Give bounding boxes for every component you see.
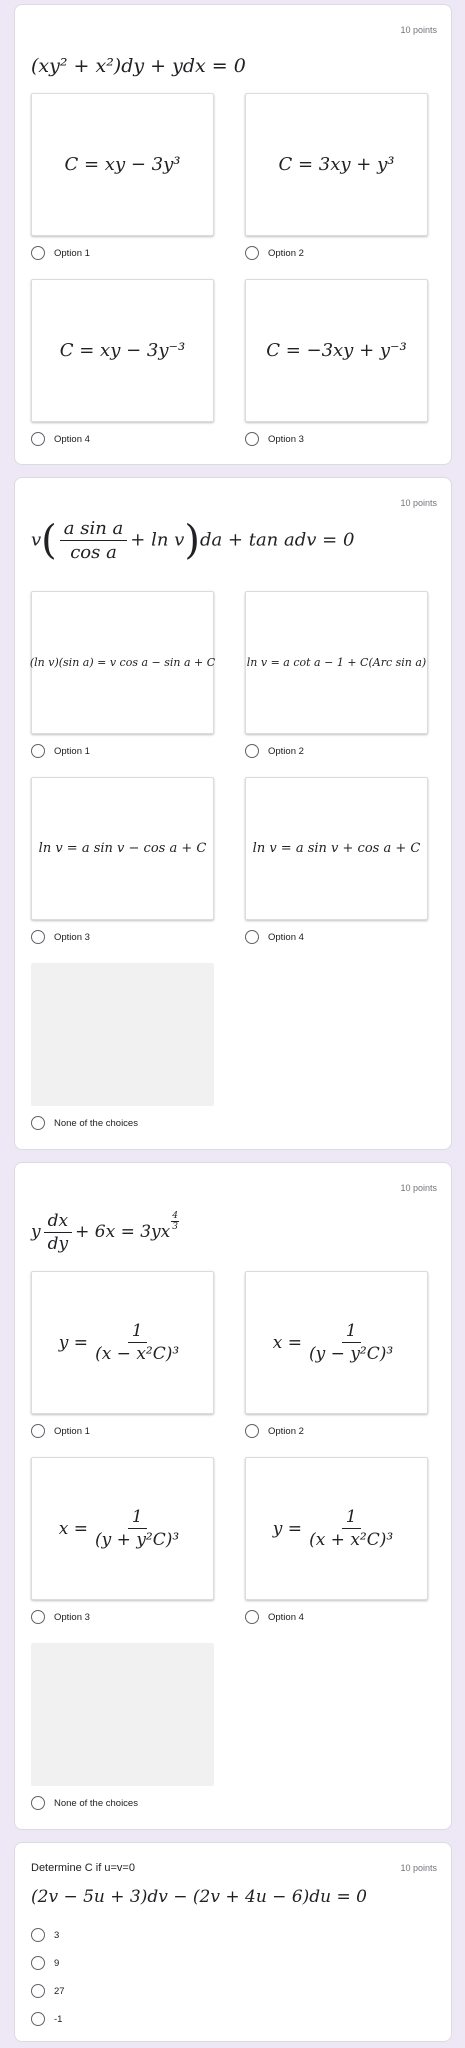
points-label: 10 points — [400, 25, 437, 35]
option-label: Option 2 — [268, 745, 304, 757]
question-equation: (2v − 5u + 3)dv − (2v + 4u − 6)du = 0 — [31, 1887, 367, 1907]
option-label: Option 2 — [268, 247, 304, 259]
option-label: Option 3 — [54, 931, 90, 943]
option-label: Option 2 — [268, 1425, 304, 1437]
radio-circle-icon[interactable] — [245, 744, 259, 758]
radio-circle-icon[interactable] — [245, 1424, 259, 1438]
option-image: ln v = a sin v − cos a + C — [31, 777, 214, 920]
radio-circle-icon[interactable] — [245, 432, 259, 446]
radio-circle-icon[interactable] — [245, 1610, 259, 1624]
blank-option-image — [31, 1643, 214, 1786]
option-image: C = −3xy + y⁻³ — [245, 279, 428, 422]
choice-label: 27 — [54, 1985, 65, 1997]
option-label: Option 4 — [54, 433, 90, 445]
option-label: Option 4 — [268, 931, 304, 943]
option-1-radio[interactable] — [31, 245, 90, 261]
radio-circle-icon[interactable] — [31, 432, 45, 446]
radio-circle-icon[interactable] — [245, 246, 259, 260]
blank-option-image — [31, 963, 214, 1106]
option-3-radio[interactable] — [31, 929, 90, 945]
radio-circle-icon[interactable] — [31, 1928, 45, 1942]
option-2-radio[interactable] — [245, 1423, 304, 1439]
radio-circle-icon[interactable] — [31, 1956, 45, 1970]
option-label: Option 4 — [268, 1611, 304, 1623]
option-image: (ln v)(sin a) = v cos a − sin a + C — [31, 591, 214, 734]
option-label: Option 1 — [54, 1425, 90, 1437]
option-1-radio[interactable] — [31, 1423, 90, 1439]
option-label: Option 3 — [54, 1611, 90, 1623]
radio-circle-icon[interactable] — [31, 1796, 45, 1810]
question-equation: (xy² + x²)dy + ydx = 0 — [31, 55, 246, 77]
radio-circle-icon[interactable] — [31, 1610, 45, 1624]
option-label: Option 1 — [54, 745, 90, 757]
radio-circle-icon[interactable] — [31, 2012, 45, 2026]
none-of-the-choices-radio[interactable] — [31, 1115, 138, 1131]
question-card-3 — [14, 1162, 452, 1830]
option-4-radio[interactable] — [245, 929, 304, 945]
option-image: y = $\frac{1}{\text{(x + x²C)³}}$ — [245, 1457, 428, 1600]
choice-radio-9[interactable] — [31, 1955, 59, 1971]
question-equation: y $\frac{dx}{dy}$ + 6x = 3yx $\frac{4}{3}$ — [31, 1211, 178, 1254]
option-1-radio[interactable] — [31, 743, 90, 759]
option-label: None of the choices — [54, 1797, 138, 1809]
radio-circle-icon[interactable] — [31, 246, 45, 260]
option-2-radio[interactable] — [245, 245, 304, 261]
option-4-radio[interactable] — [245, 1609, 304, 1625]
radio-circle-icon[interactable] — [31, 930, 45, 944]
question-card-2 — [14, 477, 452, 1150]
option-image: C = 3xy + y³ — [245, 93, 428, 236]
points-label: 10 points — [400, 1863, 437, 1873]
option-label: Option 1 — [54, 247, 90, 259]
option-3-radio[interactable] — [31, 1609, 90, 1625]
question-card-1 — [14, 4, 452, 465]
option-image: y = $\frac{1}{\text{(x − x²C)³}}$ — [31, 1271, 214, 1414]
radio-circle-icon[interactable] — [31, 744, 45, 758]
choice-label: 3 — [54, 1929, 60, 1941]
option-image: ln v = a sin v + cos a + C — [245, 777, 428, 920]
option-2-radio[interactable] — [245, 743, 304, 759]
option-image: C = xy − 3y⁻³ — [31, 279, 214, 422]
question-equation: v( $\frac{\text{a sin a}}{\text{cos a}}$ + ln v)da + tan adv = 0 — [31, 517, 355, 564]
option-3-radio[interactable] — [245, 431, 304, 447]
choice-radio-27[interactable] — [31, 1983, 65, 1999]
choice-label: -1 — [54, 2013, 63, 2025]
choice-radio-3[interactable] — [31, 1927, 59, 1943]
option-image: x = $\frac{1}{\text{(y − y²C)³}}$ — [245, 1271, 428, 1414]
points-label: 10 points — [400, 498, 437, 508]
option-image: C = xy − 3y³ — [31, 93, 214, 236]
radio-circle-icon[interactable] — [31, 1984, 45, 1998]
choice-radio-minus-1[interactable] — [31, 2011, 62, 2027]
option-label: Option 3 — [268, 433, 304, 445]
radio-circle-icon[interactable] — [31, 1424, 45, 1438]
choice-label: 9 — [54, 1957, 60, 1969]
option-image: x = $\frac{1}{\text{(y + y²C)³}}$ — [31, 1457, 214, 1600]
points-label: 10 points — [400, 1183, 437, 1193]
option-4-radio[interactable] — [31, 431, 90, 447]
question-card-4 — [14, 1842, 452, 2042]
question-title: Determine C if u=v=0 — [31, 1862, 135, 1874]
radio-circle-icon[interactable] — [245, 930, 259, 944]
option-image: ln v = a cot a − 1 + C(Arc sin a) — [245, 591, 428, 734]
none-of-the-choices-radio[interactable] — [31, 1795, 138, 1811]
radio-circle-icon[interactable] — [31, 1116, 45, 1130]
option-label: None of the choices — [54, 1117, 138, 1129]
